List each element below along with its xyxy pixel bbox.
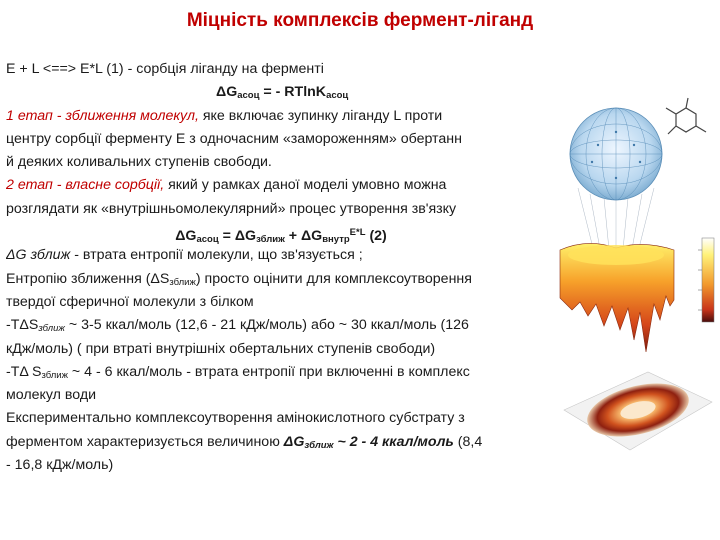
contour-map [564,372,712,450]
molecule-structure-icon [666,98,706,134]
slide-content [6,58,556,477]
entropy-value-line2: кДж/моль) ( при втраті внутрішніх обертальних ступенів свободи) [6,340,436,357]
entropy-value-line1: $-T\Delta S_{зближ}$ ~ 3-5 ккал/моль (12,6 - 21 кДж/моль) або ~ 30 ккал/моль (126 [6,317,469,335]
experimental-line3: - 16,8 кДж/моль) [6,457,114,474]
energy-surface-3d [560,243,674,352]
approach-entropy-definition: ΔG зближ - втрата ентропії молекули, що зв'язується ; [6,247,363,264]
stage1-paragraph-line1: 1 етап - зближення молекул, яке включає зупинку ліганду L проти [6,107,443,124]
water-entropy-line2: молекул води [6,387,97,404]
free-energy-sum-equation: $\Delta G_{асоц} = \Delta G_{зближ} + \Delta G_{внутр}^{E*L}$ (2) [175,227,387,246]
color-scale-bar [698,238,714,322]
stage2-label: 2 етап - власне сорбції, [6,177,165,194]
stage1-label: 1 етап - зближення молекул, [6,107,199,124]
experimental-line2: ферментом характеризується величиною $\Delta G_{зближ}$ ~ 2 - 4 ккал/моль (8,4 [6,433,483,451]
water-entropy-line1: -TΔ $S_{зближ}$ ~ 4 - 6 ккал/моль - втрата ентропії при включенні в комплекс [6,363,470,381]
page-title: Міцність комплексів фермент-ліганд [186,10,534,31]
stage2-paragraph-line1: 2 етап - власне сорбції, який у рамках даної моделі умовно можна [6,177,447,194]
gibbs-equation: $\Delta G_{асоц}$ = - RTlnK$_{асоц}$ [216,84,349,102]
stage1-paragraph-line3: й деяких коливальних ступенів свободи. [6,154,272,171]
stage2-paragraph-line2: розглядати як «внутрішньомолекулярний» процес утворення зв'язку [6,200,457,217]
entropy-estimate-line2: твердої сферичної молекули з білком [6,293,254,310]
stage1-paragraph-line2: центру сорбції ферменту E з одночасним «замороженням» обертанн [6,130,462,147]
experimental-line1: Експериментально комплексоутворення амінокислотного субстрату з [6,410,465,427]
energy-landscape-figure [558,90,718,480]
reaction-equation: E + L <==> E*L (1) - сорбція ліганду на ферменті [6,61,324,77]
entropy-estimate-line1: Ентропію зближення $(\Delta S_{зближ})$ просто оцінити для комплексоутворення [6,270,472,288]
sphere-mesh-icon [570,108,662,200]
